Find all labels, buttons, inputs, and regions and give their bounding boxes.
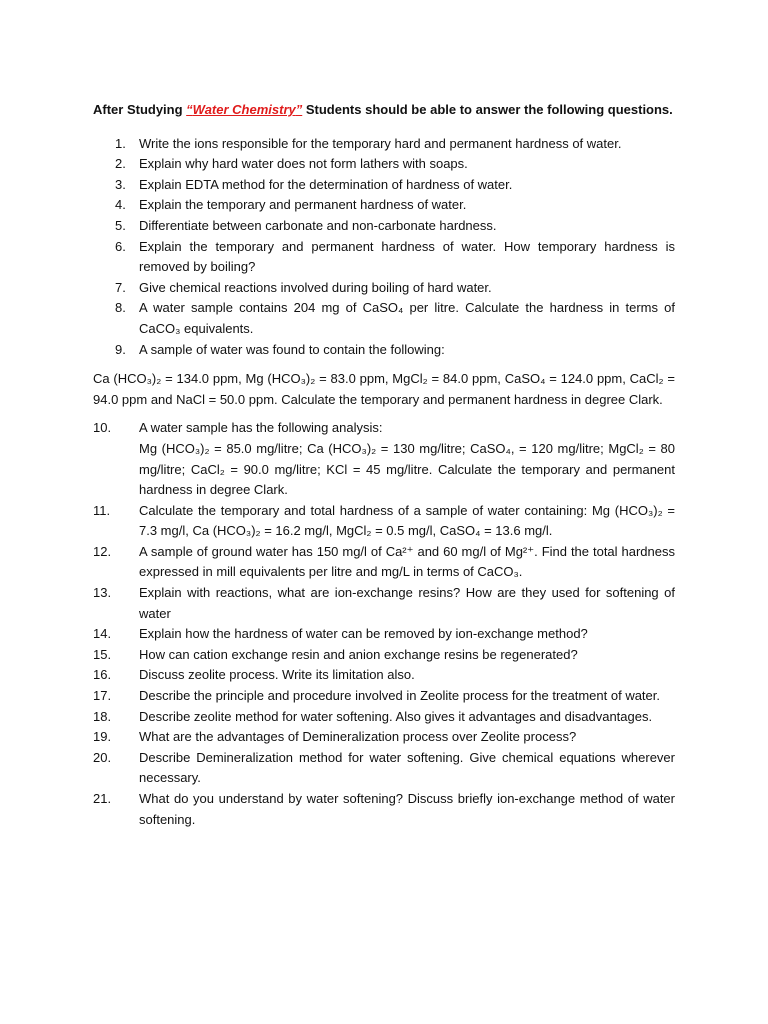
- list-item: [93, 686, 675, 707]
- question-text: Differentiate between carbonate and non-carbonate hardness.: [139, 217, 497, 233]
- question-text: Give chemical reactions involved during boiling of hard water.: [139, 279, 492, 295]
- question-number: 10.: [93, 420, 112, 436]
- question-number: 7.: [115, 279, 126, 295]
- intro-highlight: Water Chemistry: [192, 102, 296, 117]
- question-number: 1.: [115, 135, 126, 151]
- question-number: 5.: [115, 217, 126, 233]
- list-item: [93, 175, 675, 196]
- question-number: 13.: [93, 585, 112, 601]
- question-text: Discuss zeolite process. Write its limitation also.: [139, 667, 415, 683]
- question-number: 9.: [115, 341, 126, 357]
- question-text: Write the ions responsible for the temporary hard and permanent hardness of water.: [139, 135, 622, 151]
- composition-paragraph: Ca (HCO₃)₂ = 134.0 ppm, Mg (HCO₃)₂ = 83.0 ppm, MgCl₂ = 84.0 ppm, CaSO₄ = 124.0 ppm, CaCl₂ = 94.0 ppm and NaCl = 50.0 ppm. Calculate the temporary and permanent hardness in degree Clark.: [93, 371, 675, 407]
- question-text: Describe Demineralization method for water softening. Give chemical equations wherever necessary.: [139, 749, 675, 786]
- question-text: Calculate the temporary and total hardness of a sample of water containing: Mg (HCO₃)₂ = 7.3 mg/l, Ca (HCO₃)₂ = 16.2 mg/l, MgCl₂ = 0.5 mg/l, CaSO₄ = 13.6 mg/l.: [139, 502, 675, 539]
- list-item: [93, 748, 675, 789]
- list-item: [93, 542, 675, 583]
- question-text: A water sample has the following analysis:: [139, 420, 383, 436]
- question-number: 18.: [93, 708, 112, 724]
- question-number: 19.: [93, 729, 112, 745]
- list-item: [93, 707, 675, 728]
- list-item: [93, 340, 675, 361]
- question-number: 11.: [93, 502, 111, 518]
- list-item: [93, 195, 675, 216]
- question-text: What are the advantages of Demineralization process over Zeolite process?: [139, 729, 577, 745]
- question-text: How can cation exchange resin and anion exchange resins be regenerated?: [139, 646, 578, 662]
- question-number: 15.: [93, 646, 112, 662]
- question-number: 12.: [93, 543, 112, 559]
- intro-quote-close: ”: [295, 102, 303, 117]
- list-item: [93, 237, 675, 278]
- list-item: [93, 583, 675, 624]
- question-number: 16.: [93, 667, 112, 683]
- list-item: [93, 645, 675, 666]
- question-text: Explain with reactions, what are ion-exchange resins? How are they used for softening of water: [139, 585, 675, 621]
- question-text: Explain the temporary and permanent hardness of water. How temporary hardness is removed by boiling?: [139, 238, 675, 275]
- question-text: Explain EDTA method for the determination of hardness of water.: [139, 176, 513, 192]
- list-item: [93, 154, 675, 175]
- question-number: 21.: [93, 791, 112, 806]
- intro-heading: [93, 100, 675, 121]
- question-text: Explain why hard water does not form lathers with soaps.: [139, 156, 468, 172]
- question-text: Explain the temporary and permanent hardness of water.: [139, 197, 467, 213]
- list-item: [93, 789, 675, 830]
- question-number: 14.: [93, 626, 112, 642]
- question-list-b: [93, 418, 675, 830]
- question-text: Describe the principle and procedure involved in Zeolite process for the treatment of water.: [139, 688, 660, 704]
- question-number: 2.: [115, 156, 126, 172]
- intro-after: Students should be able to answer the following questions.: [302, 102, 673, 117]
- list-item: [93, 216, 675, 237]
- list-item: [93, 665, 675, 686]
- question-number: 4.: [115, 197, 126, 213]
- question-number: 6.: [115, 238, 126, 254]
- question-text: Explain how the hardness of water can be removed by ion-exchange method?: [139, 626, 588, 642]
- question-text: A sample of ground water has 150 mg/l of Ca²⁺ and 60 mg/l of Mg²⁺. Find the total hardness expressed in mill equivalents per litre and mg/L in terms of CaCO₃.: [139, 543, 675, 580]
- list-item: [93, 298, 675, 339]
- question-list-a: [93, 134, 675, 361]
- list-item: [93, 278, 675, 299]
- question-text: Describe zeolite method for water softening. Also gives it advantages and disadvantages.: [139, 708, 653, 724]
- intro-before: After Studying: [93, 102, 187, 117]
- question-text: What do you understand by water softening? Discuss briefly ion-exchange method of water softening.: [139, 791, 675, 827]
- intro-quote-open: “: [186, 102, 193, 117]
- question-text: A water sample contains 204 mg of CaSO₄ per litre. Calculate the hardness in terms of CaCO₃ equivalents.: [139, 300, 675, 336]
- question-number: 17.: [93, 688, 112, 704]
- list-item: [93, 418, 675, 500]
- list-item: [93, 727, 675, 748]
- question-number: 3.: [115, 176, 126, 192]
- question-text: A sample of water was found to contain the following:: [139, 341, 445, 357]
- list-item: [93, 501, 675, 542]
- list-item: [93, 624, 675, 645]
- question-number: 8.: [115, 300, 126, 316]
- list-item: [93, 134, 675, 155]
- question-analysis: Mg (HCO₃)₂ = 85.0 mg/litre; Ca (HCO₃)₂ = 130 mg/litre; CaSO₄, = 120 mg/litre; MgCl₂ = 80 mg/litre; CaCl₂ = 90.0 mg/litre; KCl = 45 mg/litre. Calculate the temporary and permanent hardness in degree Clark.: [139, 440, 675, 498]
- question-number: 20.: [93, 749, 112, 765]
